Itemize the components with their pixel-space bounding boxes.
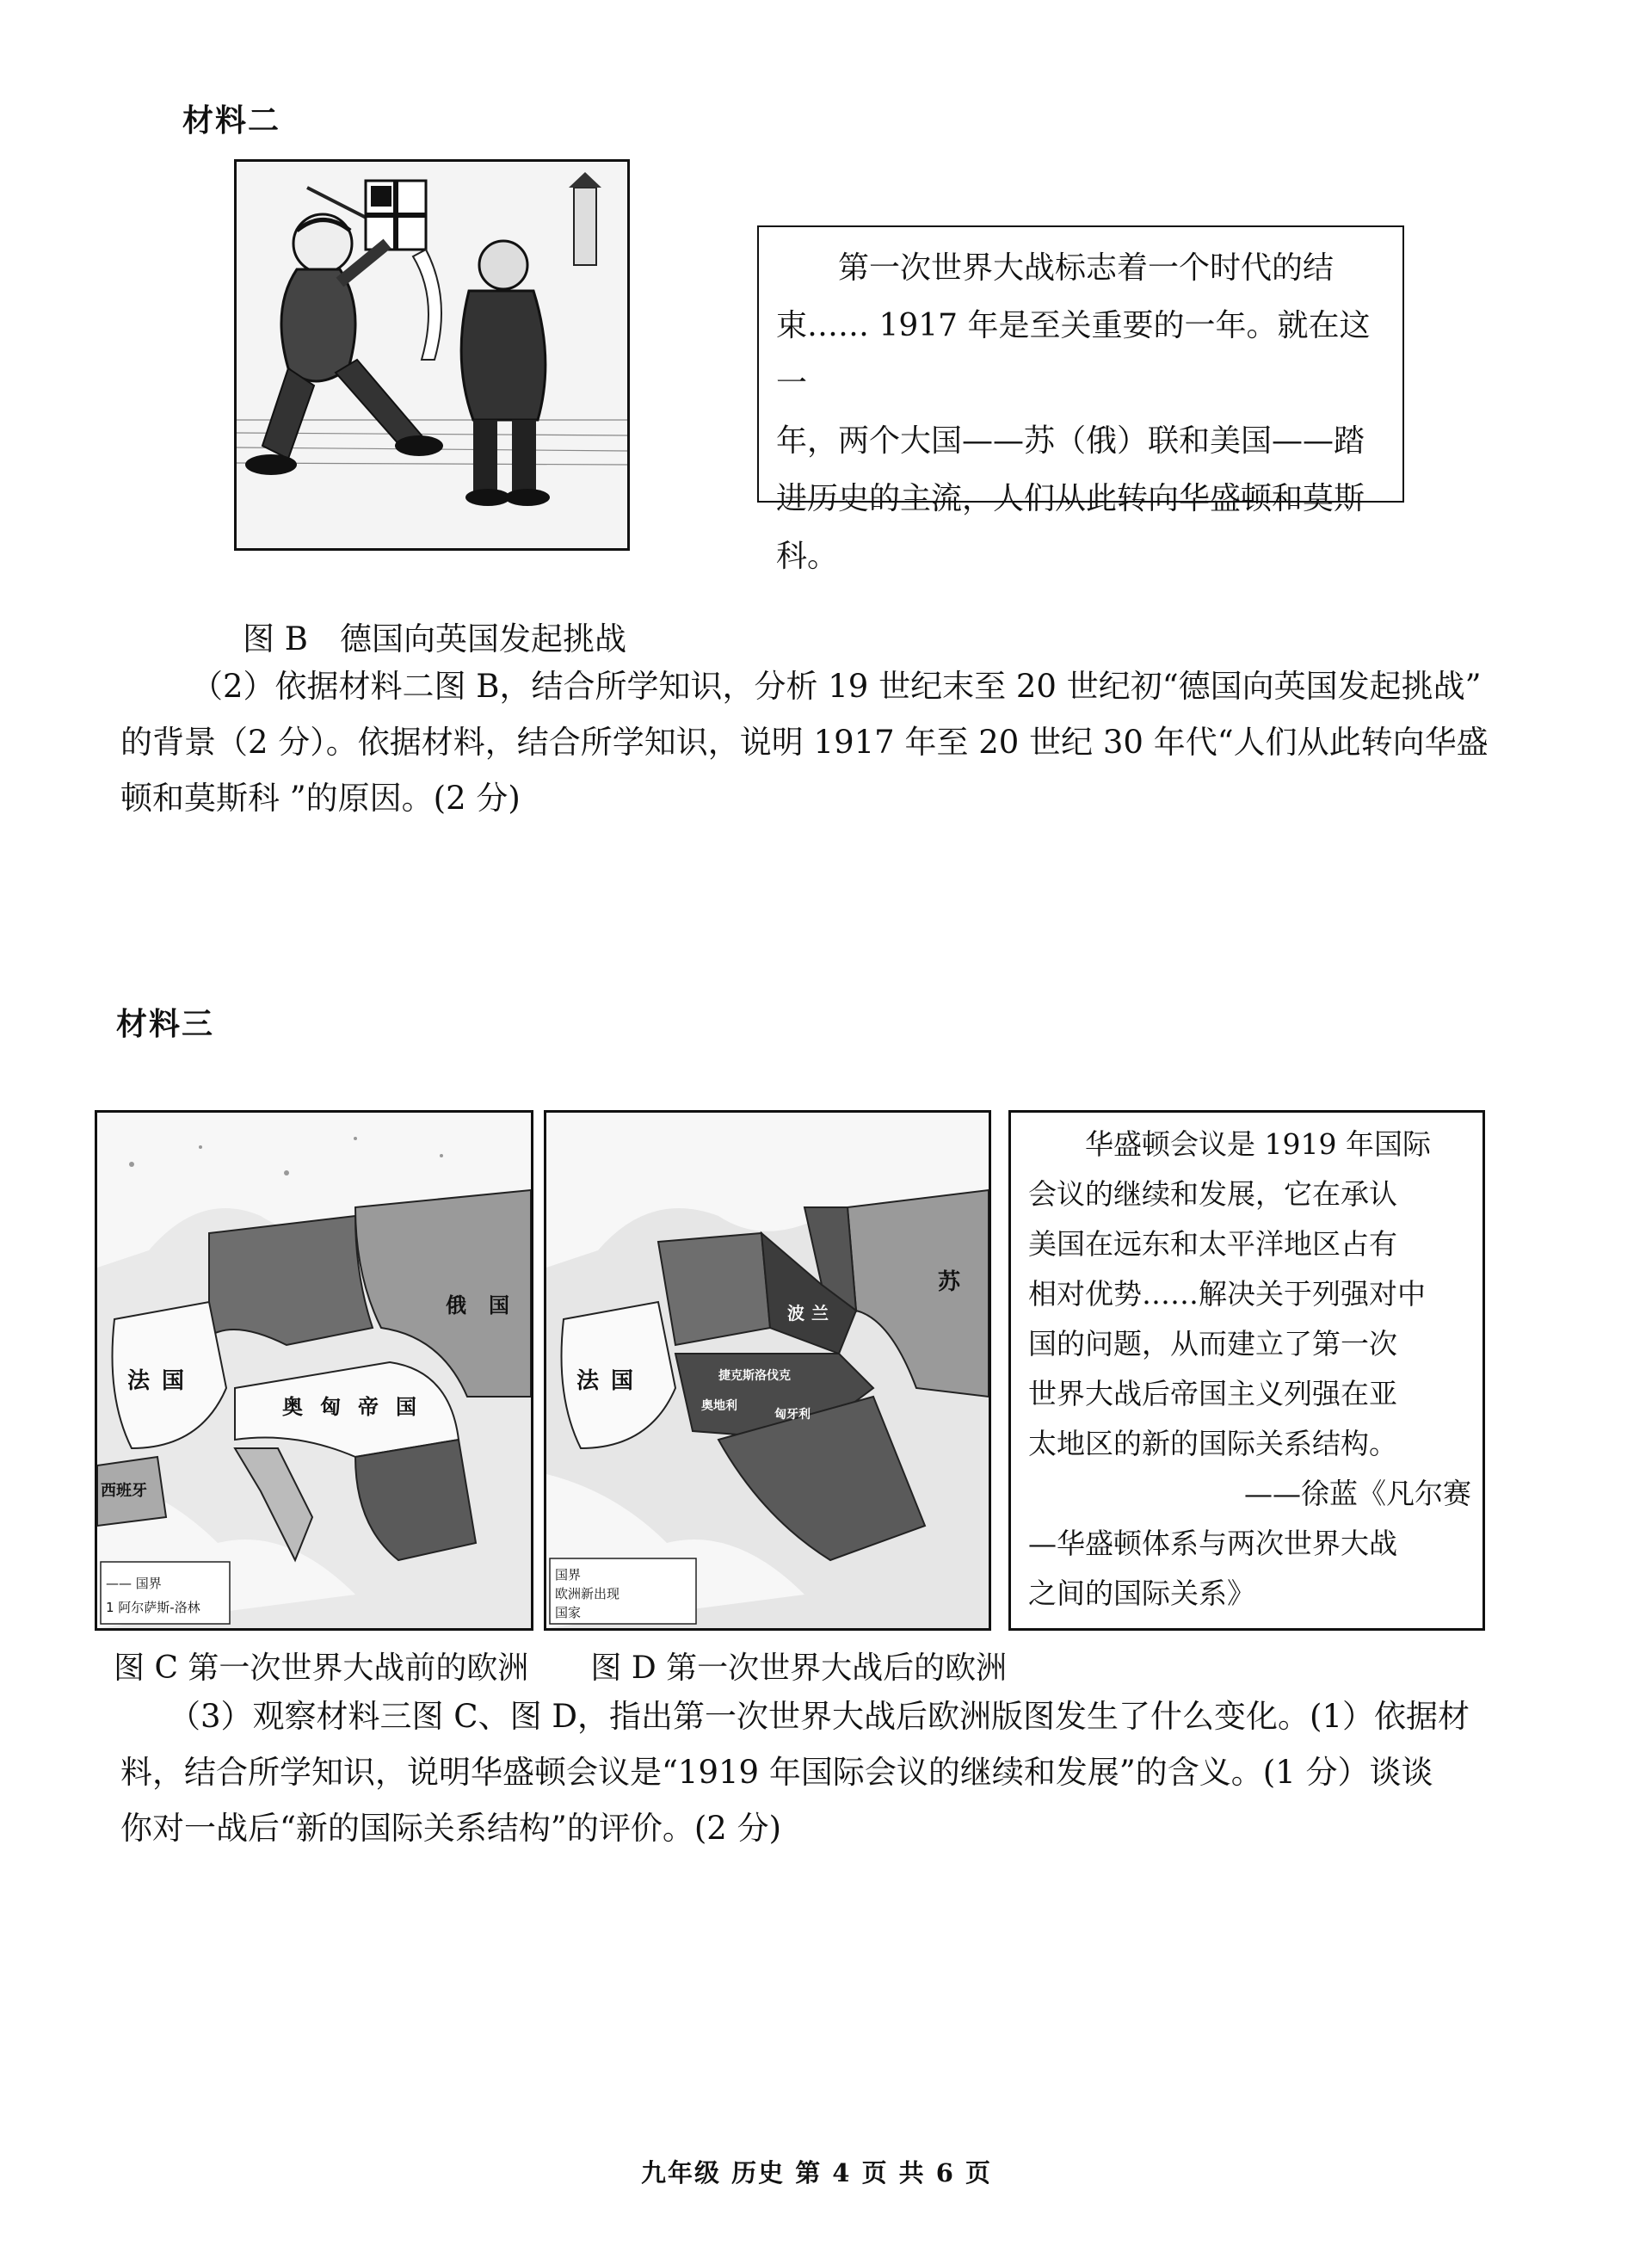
quote-line: 太地区的新的国际关系结构。: [1028, 1427, 1397, 1460]
material2-heading: 材料二: [182, 102, 281, 139]
map-c-label: 西班牙: [101, 1482, 147, 1500]
quote-line: 会议的继续和发展，它在承认: [1028, 1177, 1397, 1211]
quote-source-line: 之间的国际关系》: [1028, 1577, 1255, 1610]
quote-line: 束…… 1917 年是至关重要的一年。就在这一: [776, 308, 1371, 401]
map-d-legend-item: 国界: [555, 1567, 582, 1583]
map-c-label: 法国: [127, 1368, 197, 1394]
quote-line: 相对优势……解决关于列强对中: [1028, 1277, 1426, 1311]
cartoon-illustration: [237, 162, 627, 548]
quote-line: 国的问题，从而建立了第一次: [1028, 1327, 1397, 1361]
quote-line: 华盛顿会议是 1919 年国际: [1085, 1127, 1431, 1161]
question-line: （3）观察材料三图 C、图 D，指出第一次世界大战后欧洲版图发生了什么变化。(1）依据材: [169, 1698, 1470, 1735]
map-c-label: 奥匈帝国: [282, 1395, 434, 1419]
figure-b-caption: 图 B 德国向英国发起挑战: [243, 620, 626, 657]
figure-c-d-caption: 图 C 第一次世界大战前的欧洲 图 D 第一次世界大战后的欧洲: [114, 1651, 1008, 1686]
map-d-label: 奥地利: [701, 1399, 737, 1413]
map-d-label: 苏: [938, 1269, 961, 1295]
question-3: [120, 1688, 1583, 1856]
question-line: 你对一战后“新的国际关系结构”的评价。(2 分): [120, 1810, 782, 1847]
map-d-legend-item: 国家: [555, 1605, 582, 1620]
quote-line: 年，两个大国——苏（俄）联和美国——踏: [776, 423, 1365, 459]
map-c-label: 俄国: [446, 1293, 531, 1317]
question-line: 料，结合所学知识，说明华盛顿会议是“1919 年国际会议的继续和发展”的含义。(1 分）谈谈: [120, 1754, 1433, 1791]
map-d-graphic: [546, 1113, 989, 1628]
map-d-europe-after-ww1: [544, 1110, 991, 1631]
map-d-legend-item: 欧洲新出现: [555, 1586, 620, 1601]
page-footer: 九年级 历史 第 4 页 共 6 页: [641, 2158, 993, 2187]
map-d-label: 波兰: [787, 1303, 835, 1324]
map-d-label: 捷克斯洛伐克: [718, 1369, 791, 1383]
material3-heading: 材料三: [116, 1006, 215, 1042]
cartoon-figure-b: [234, 159, 630, 551]
quote-line: 第一次世界大战标志着一个时代的结: [838, 250, 1335, 286]
quote-line: 世界大战后帝国主义列强在亚: [1028, 1377, 1397, 1410]
map-c-legend-item: 1 阿尔萨斯-洛林: [106, 1600, 200, 1615]
question-line: 的背景（2 分）。依据材料，结合所学知识，说明 1917 年至 20 世纪 30 年代“人们从此转向华盛: [120, 724, 1489, 761]
map-c-europe-before-ww1: [95, 1110, 533, 1631]
quote-line: 进历史的主流，人们从此转向华盛顿和莫斯: [776, 481, 1365, 516]
map-c-graphic: [97, 1113, 531, 1628]
question-2: [120, 658, 1583, 826]
material3-quote-box: [1008, 1110, 1485, 1631]
quote-source-line: —华盛顿体系与两次世界大战: [1028, 1527, 1397, 1560]
map-c-legend-item: —— 国界: [106, 1576, 162, 1591]
map-d-label: 匈牙利: [774, 1408, 811, 1422]
question-line: 顿和莫斯科 ”的原因。(2 分): [120, 780, 521, 817]
material2-quote-box: [757, 225, 1404, 574]
map-d-label: 法国: [576, 1368, 646, 1394]
quote-line: 科。: [776, 539, 839, 574]
quote-source-line: ——徐蓝《凡尔赛: [1244, 1477, 1471, 1510]
question-line: （2）依据材料二图 B，结合所学知识，分析 19 世纪末至 20 世纪初“德国向英国发起挑战”: [191, 668, 1482, 705]
quote-line: 美国在远东和太平洋地区占有: [1028, 1227, 1397, 1261]
